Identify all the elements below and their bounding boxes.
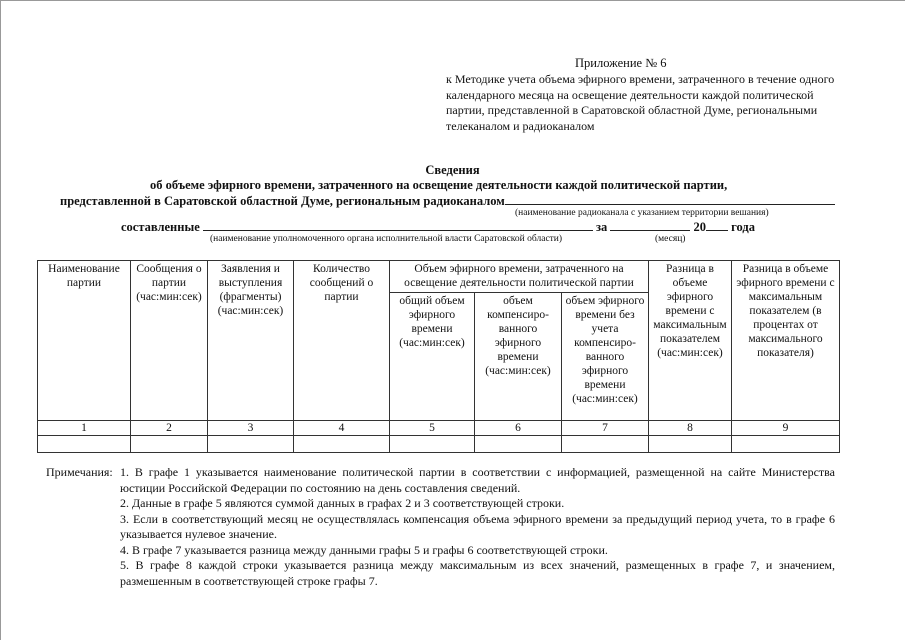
- authority-field[interactable]: [203, 219, 593, 231]
- note-item: 5. В графе 8 каждой строки указывается разница между максимальным из всех значений, размещенных в графе 7, и значением, размешенным в соответствующей строке графы 7.: [120, 558, 835, 588]
- table-cell[interactable]: [294, 436, 390, 453]
- col-header-diff-percent: Разница в объеме эфирного времени с максимальным показателем (в процентах от максимального показателя): [732, 261, 840, 421]
- table-cell[interactable]: [732, 436, 840, 453]
- table-row: [38, 436, 840, 453]
- compiled-label: составленные: [121, 220, 200, 234]
- note-item: 3. Если в соответствующий месяц не осуществлялась компенсация объема эфирного времени за предыдущий период учета, то в графе 6 указывается нулевое значение.: [120, 511, 835, 541]
- document-title: Сведения: [425, 163, 480, 177]
- month-field[interactable]: [610, 219, 690, 231]
- column-number: 7: [562, 421, 649, 436]
- column-number: 8: [649, 421, 732, 436]
- compiled-by-row: [121, 219, 755, 235]
- col-header-party-name: Наименование партии: [38, 261, 131, 421]
- column-number: 2: [131, 421, 208, 436]
- col-header-airtime-group: Объем эфирного времени, затраченного на освещение деятельности политической партии: [390, 261, 649, 293]
- table-cell[interactable]: [562, 436, 649, 453]
- column-number: 5: [390, 421, 475, 436]
- channel-name-field[interactable]: [505, 193, 835, 205]
- year-suffix: года: [731, 220, 755, 234]
- table-cell[interactable]: [649, 436, 732, 453]
- note-item: 2. Данные в графе 5 являются суммой данных в графах 2 и 3 соответствующей строки.: [120, 496, 565, 510]
- table-cell[interactable]: [475, 436, 562, 453]
- notes-label: Примечания:: [46, 465, 113, 479]
- appendix-text: к Методике учета объема эфирного времени, затраченного в течение одного календарного месяца на освещение деятельности каждой политической партии, представленной в Саратовской областной Думе, региональными телеканалом и радиоканалом: [446, 72, 835, 133]
- authority-caption: (наименование уполномоченного органа исполнительной власти Саратовской области): [210, 234, 563, 244]
- col-header-party-messages: Сообщения о партии (час:мин:сек): [131, 261, 208, 421]
- table-cell[interactable]: [390, 436, 475, 453]
- col-header-total-airtime: общий объем эфирного времени (час:мин:сек): [390, 293, 475, 421]
- appendix-title: Приложение № 6: [575, 56, 667, 70]
- column-number: 1: [38, 421, 131, 436]
- note-item: 4. В графе 7 указывается разница между данными графы 5 и графы 6 соответствующей строки.: [120, 542, 608, 557]
- year-field[interactable]: [706, 219, 728, 231]
- notes-list: [120, 465, 835, 589]
- col-header-statements: Заявления и выступления (фрагменты) (час:мин:сек): [208, 261, 294, 421]
- note-item: 1. В графе 1 указывается наименование политической партии в соответствии с информацией, размещенной на сайте Министерства юстиции Российской Федерации по состоянию на день составления сведений.: [120, 465, 835, 495]
- table-cell[interactable]: [131, 436, 208, 453]
- table-cell[interactable]: [208, 436, 294, 453]
- document-subtitle-line1: об объеме эфирного времени, затраченного на освещение деятельности каждой политической партии,: [150, 178, 728, 192]
- col-header-compensated-airtime: объем компенсиро-ванного эфирного времени (час:мин:сек): [475, 293, 562, 421]
- airtime-table: [37, 260, 840, 453]
- year-prefix: 20: [693, 220, 707, 234]
- column-number-row: [38, 421, 840, 436]
- col-header-message-count: Количество сообщений о партии: [294, 261, 390, 421]
- col-header-net-airtime: объем эфирного времени без учета компенсиро-ванного эфирного времени (час:мин:сек): [562, 293, 649, 421]
- table-cell[interactable]: [38, 436, 131, 453]
- col-header-diff-time: Разница в объеме эфирного времени с максимальным показателем (час:мин:сек): [649, 261, 732, 421]
- channel-caption: (наименование радиоканала с указанием территории вешания): [515, 208, 769, 218]
- for-label: за: [596, 220, 608, 234]
- column-number: 4: [294, 421, 390, 436]
- month-caption: (месяц): [655, 234, 686, 244]
- column-number: 9: [732, 421, 840, 436]
- column-number: 3: [208, 421, 294, 436]
- document-subtitle-line2: представленной в Саратовской областной Думе, региональным радиоканалом: [60, 193, 860, 209]
- column-number: 6: [475, 421, 562, 436]
